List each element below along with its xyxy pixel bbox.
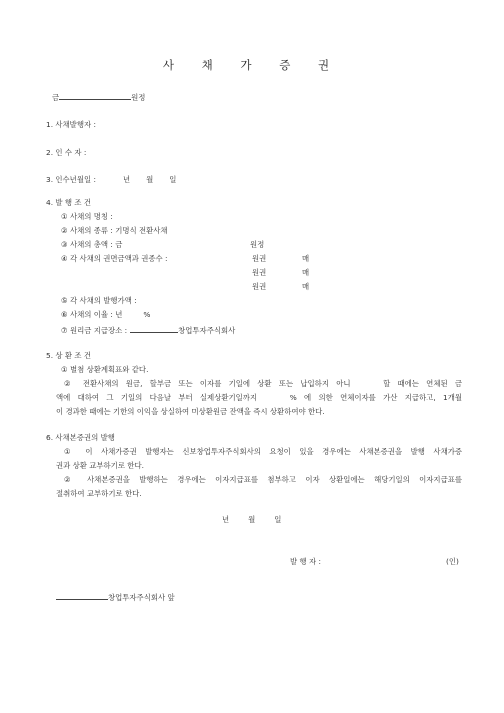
denomination-1-count: 매 [302, 254, 310, 263]
section-5-heading: 5. 상 환 조 건 [46, 351, 92, 360]
section-5-line-1: ① 별첨 상환계획표와 같다. [61, 365, 149, 374]
denomination-2-won: 원권 [252, 268, 267, 277]
issue-date: 년 월 일 [222, 515, 282, 524]
recipient-company: 창업투자주식회사 앞 [108, 593, 175, 602]
section-6-heading: 6. 사채본증권의 발행 [46, 433, 115, 442]
section-4-item-3-unit: 원정 [250, 240, 265, 249]
section-5-line-2: ② 전환사채의 원금, 할부금 또는 이자를 기일에 상환 또는 납입하지 아니 할 때에는 연체된 금 [64, 379, 463, 388]
section-1-issuer: 1. 사채발행자 : [46, 120, 96, 129]
section-5-line-3: 액에 대하여 그 기일의 다음날 부터 실제상환기일까지 % 에 의한 연체이자를 가산 지급하고, 1개월 [56, 393, 462, 402]
section-3-date: 3. 인수년월일 : 년 월 일 [46, 175, 177, 184]
denomination-3-count: 매 [302, 282, 310, 291]
amount-line [52, 92, 145, 101]
recipient-blank [56, 592, 108, 600]
denomination-2-count: 매 [302, 268, 310, 277]
section-4-heading: 4. 발 행 조 건 [46, 198, 92, 207]
section-4-item-2: ② 사채의 종류 : 기명식 전환사채 [61, 226, 168, 235]
section-2-subscriber: 2. 인 수 자 : [46, 148, 87, 157]
issuer-label: 발 행 자 : [290, 557, 321, 566]
section-6-line-4: 절취하여 교부하기로 한다. [56, 489, 142, 498]
document-title: 사 채 가 증 권 [162, 58, 342, 72]
section-6-line-1: ① 이 사채가증권 발행자는 신보창업투자주식회사의 요청이 있을 경우에는 사채본증권을 발행 사채가증 [64, 447, 462, 456]
section-4-item-4: ④ 각 사채의 권면금액과 권종수 : [61, 254, 168, 263]
section-4-item-7: ⑦ 원리금 지급장소 : 창업투자주식회사 [61, 326, 236, 335]
section-4-item-1: ① 사채의 명칭 : [61, 212, 113, 221]
section-4-item-3: ③ 사채의 총액 : 금 [61, 240, 123, 249]
section-4-item-6: ⑥ 사채의 이율 : 년 % [61, 310, 151, 319]
section-4-item-5: ⑤ 각 사채의 발행가액 : [61, 296, 137, 305]
amount-blank [59, 92, 131, 100]
amount-prefix: 금 [52, 93, 60, 102]
section-6-line-2: 권과 상환 교부하기로 한다. [56, 461, 144, 470]
denomination-1-won: 원권 [252, 254, 267, 263]
recipient-line [56, 592, 175, 601]
payment-place-blank [130, 325, 178, 333]
section-5-line-4: 이 경과한 때에는 기한의 이익을 상실하여 미상환원금 잔액을 즉시 상환하여야 한다. [56, 407, 325, 416]
amount-suffix: 원정 [131, 93, 146, 102]
section-6-line-3: ② 사채본증권을 발행하는 경우에는 이자지급표를 첨부하고 이자 상환일에는 해당기일의 이자지급표를 [64, 475, 462, 484]
issuer-seal: (인) [446, 557, 459, 566]
denomination-3-won: 원권 [252, 282, 267, 291]
